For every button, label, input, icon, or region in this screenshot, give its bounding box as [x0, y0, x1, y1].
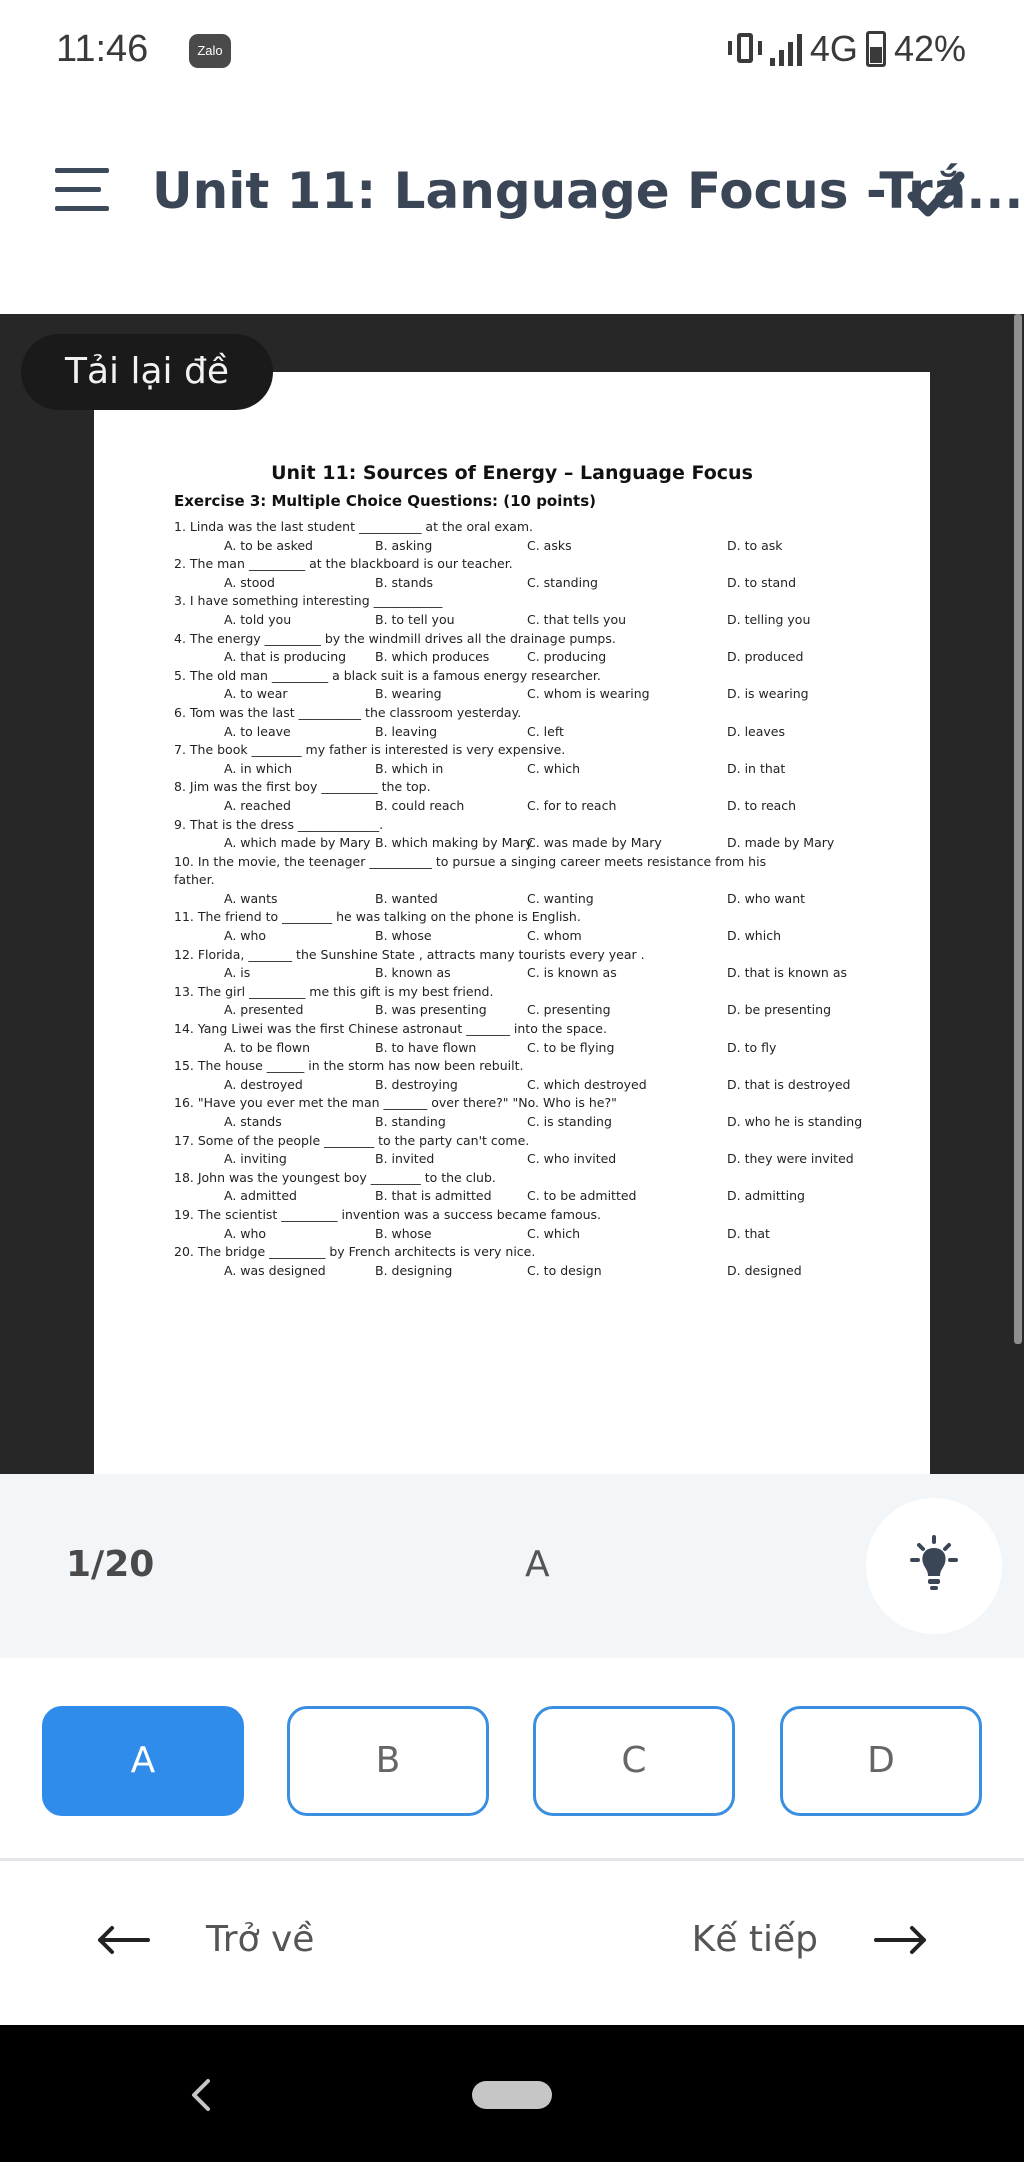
exam-document [94, 372, 930, 1482]
question-option-b: B. leaving [375, 723, 438, 739]
question-option-b: B. that is admitted [375, 1188, 492, 1204]
question-navigation [0, 1861, 1024, 2025]
question-text: 16. "Have you ever met the man _______ over there?" "No. Who is he?" [174, 1095, 617, 1111]
signal-icon [770, 32, 802, 66]
question-option-d: D. to stand [727, 574, 797, 590]
question-option-b: B. designing [375, 1262, 453, 1278]
question-option-b: B. known as [375, 965, 451, 981]
question-text: 18. John was the youngest boy ________ to the club. [174, 1169, 496, 1185]
question-option-c: C. left [527, 723, 564, 739]
question-option-d: D. produced [727, 649, 804, 665]
question-options [174, 723, 874, 742]
status-time: 11:46 [56, 28, 149, 70]
menu-icon[interactable] [55, 168, 109, 212]
question-text: 13. The girl _________ me this gift is my best friend. [174, 983, 494, 999]
question-options [174, 574, 874, 593]
next-button[interactable] [692, 1919, 928, 1960]
question-options [174, 685, 874, 704]
question-option-c: C. that tells you [527, 611, 627, 627]
question-options [174, 797, 874, 816]
hint-button[interactable] [866, 1498, 1002, 1634]
question-option-d: D. that is known as [727, 965, 847, 981]
question-text: 17. Some of the people ________ to the party can't come. [174, 1132, 530, 1148]
question-options [174, 760, 874, 779]
network-type: 4G [809, 28, 858, 69]
question-option-d: D. who he is standing [727, 1114, 863, 1129]
question-option-c: C. is known as [527, 965, 617, 981]
answer-options [0, 1658, 1024, 1858]
option-d-button[interactable]: D [780, 1706, 982, 1816]
question-option-d: D. that [727, 1225, 770, 1241]
question-option-d: D. in that [727, 760, 786, 776]
question-option-b: B. to tell you [375, 611, 455, 627]
answer-status-bar [0, 1474, 1024, 1658]
question-option-c: C. was made by Mary [527, 835, 662, 851]
reload-exam-button[interactable]: Tải lại đề [21, 334, 273, 410]
question-option-a: A. who [224, 928, 267, 944]
question-option-d: D. made by Mary [727, 835, 835, 851]
question-option-b: B. which making by Mary [375, 835, 533, 851]
question-options [174, 1039, 874, 1058]
question-text: 7. The book ________ my father is interested is very expensive. [174, 742, 566, 758]
vibrate-icon [728, 31, 762, 67]
question-option-d: D. that is destroyed [727, 1076, 851, 1092]
question-option-c: C. which destroyed [527, 1076, 647, 1092]
question-option-d: D. leaves [727, 723, 785, 739]
question-option-d: D. be presenting [727, 1002, 832, 1018]
question-option-d: D. to fly [727, 1039, 777, 1055]
question-option-d: D. to reach [727, 797, 797, 813]
question-option-c: C. for to reach [527, 797, 617, 813]
question-text: 9. That is the dress _____________. [174, 816, 384, 832]
zalo-notification-icon: Zalo [189, 34, 231, 68]
option-a-button[interactable]: A [42, 1706, 244, 1816]
question-options [174, 927, 874, 946]
status-bar [0, 0, 1024, 106]
question-option-a: A. that is producing [224, 649, 347, 665]
question-options [174, 1262, 874, 1281]
question-text: 8. Jim was the first boy _________ the top. [174, 779, 431, 795]
question-option-b: B. standing [375, 1114, 446, 1129]
question-text: 2. The man _________ at the blackboard is our teacher. [174, 556, 513, 572]
battery-icon [866, 31, 886, 67]
arrow-left-icon [96, 1925, 150, 1955]
question-options [174, 1113, 874, 1132]
question-option-d: D. who want [727, 890, 806, 906]
question-option-d: D. admitting [727, 1188, 805, 1204]
system-nav-bar [0, 2025, 1024, 2162]
question-option-a: A. admitted [224, 1188, 297, 1204]
option-b-button[interactable]: B [287, 1706, 489, 1816]
question-option-b: B. could reach [375, 797, 465, 813]
question-options [174, 648, 874, 667]
question-text: 19. The scientist _________ invention was a success became famous. [174, 1206, 602, 1222]
question-option-c: C. presenting [527, 1002, 611, 1018]
question-option-a: A. to be asked [224, 537, 313, 553]
question-text: 15. The house ______ in the storm has now been rebuilt. [174, 1058, 524, 1074]
document-subtitle: Exercise 3: Multiple Choice Questions: (10 points) [174, 492, 597, 510]
document-viewer[interactable] [0, 314, 1024, 1474]
question-option-c: C. to be admitted [527, 1188, 637, 1204]
question-text: 14. Yang Liwei was the first Chinese astronaut _______ into the space. [174, 1021, 607, 1037]
lightbulb-icon [910, 1536, 958, 1596]
question-option-b: B. wanted [375, 890, 438, 906]
question-options [174, 1150, 874, 1169]
document-title: Unit 11: Sources of Energy – Language Focus [271, 462, 753, 484]
question-option-b: B. which in [375, 760, 444, 776]
back-button[interactable] [96, 1919, 314, 1960]
question-option-a: A. destroyed [224, 1076, 303, 1092]
question-options [174, 1225, 874, 1244]
question-option-c: C. is standing [527, 1114, 612, 1129]
question-text: 6. Tom was the last __________ the classroom yesterday. [174, 704, 522, 720]
question-option-a: A. to leave [224, 723, 291, 739]
question-option-b: B. whose [375, 1225, 432, 1241]
question-option-b: B. stands [375, 574, 433, 590]
question-text: 10. In the movie, the teenager __________ to pursue a singing career meets resistance from his [174, 853, 767, 869]
question-option-a: A. to be flown [224, 1039, 311, 1055]
selected-answer: A [525, 1544, 550, 1585]
question-option-c: C. whom is wearing [527, 686, 650, 702]
question-option-c: C. producing [527, 649, 607, 665]
question-option-a: A. stands [224, 1114, 282, 1129]
question-list [174, 518, 874, 1280]
question-option-b: B. which produces [375, 649, 490, 665]
question-option-c: C. to be flying [527, 1039, 615, 1055]
question-text: 4. The energy _________ by the windmill drives all the drainage pumps. [174, 630, 616, 646]
question-option-b: B. whose [375, 928, 432, 944]
next-label: Kế tiếp [691, 1919, 818, 1960]
question-option-a: A. wants [224, 890, 278, 906]
question-option-a: A. who [224, 1225, 267, 1241]
system-home-button[interactable] [472, 2081, 552, 2109]
question-options [174, 537, 874, 556]
question-text: 5. The old man _________ a black suit is a famous energy researcher. [174, 667, 601, 683]
page-title: Unit 11: Language Focus -Trắ... [152, 162, 1024, 220]
question-option-a: A. stood [224, 574, 275, 590]
question-option-c: C. whom [527, 928, 582, 944]
question-options [174, 1076, 874, 1095]
question-option-d: D. is wearing [727, 686, 809, 702]
question-option-d: D. designed [727, 1262, 802, 1278]
battery-percent: 42% [893, 28, 966, 69]
question-option-a: A. reached [224, 797, 291, 813]
question-option-c: C. asks [527, 537, 572, 553]
question-option-d: D. which [727, 928, 781, 944]
question-option-d: D. to ask [727, 537, 783, 553]
question-option-a: A. was designed [224, 1262, 326, 1278]
question-option-b: B. destroying [375, 1076, 458, 1092]
question-text-continued: father. [174, 872, 215, 888]
option-c-button[interactable]: C [533, 1706, 735, 1816]
back-label: Trở về [206, 1919, 315, 1960]
viewer-scrollbar[interactable] [1014, 314, 1022, 1344]
question-option-a: A. in which [224, 760, 293, 776]
question-text: 11. The friend to ________ he was talking on the phone is English. [174, 909, 581, 925]
question-options [174, 834, 874, 853]
status-indicators [728, 28, 966, 70]
question-option-b: B. was presenting [375, 1002, 487, 1018]
question-text: 20. The bridge _________ by French architects is very nice. [174, 1244, 536, 1260]
submit-check-icon[interactable] [906, 164, 966, 224]
question-counter: 1/20 [66, 1544, 155, 1585]
question-options [174, 890, 874, 909]
question-option-b: B. wearing [375, 686, 442, 702]
question-option-d: D. telling you [727, 611, 811, 627]
question-option-d: D. they were invited [727, 1151, 854, 1167]
question-option-c: C. which [527, 760, 581, 776]
question-option-c: C. standing [527, 574, 598, 590]
question-option-b: B. invited [375, 1151, 435, 1167]
arrow-right-icon [874, 1925, 928, 1955]
question-text: 3. I have something interesting ___________ [174, 593, 443, 609]
question-options [174, 964, 874, 983]
question-option-a: A. to wear [224, 686, 288, 702]
question-option-b: B. to have flown [375, 1039, 477, 1055]
question-option-a: A. inviting [224, 1151, 287, 1167]
question-options [174, 1187, 874, 1206]
question-options [174, 1001, 874, 1020]
question-option-a: A. is [224, 965, 251, 981]
question-option-a: A. presented [224, 1002, 304, 1018]
question-option-a: A. which made by Mary [224, 835, 371, 851]
question-option-c: C. wanting [527, 890, 594, 906]
question-option-c: C. which [527, 1225, 581, 1241]
question-text: 12. Florida, _______ the Sunshine State , attracts many tourists every year . [174, 946, 645, 962]
question-option-a: A. told you [224, 611, 292, 627]
question-text: 1. Linda was the last student __________ at the oral exam. [174, 519, 534, 534]
question-options [174, 611, 874, 630]
question-option-c: C. who invited [527, 1151, 617, 1167]
system-back-icon[interactable] [186, 2075, 216, 2115]
app-bar [0, 106, 1024, 314]
question-option-b: B. asking [375, 537, 433, 553]
question-option-c: C. to design [527, 1262, 602, 1278]
